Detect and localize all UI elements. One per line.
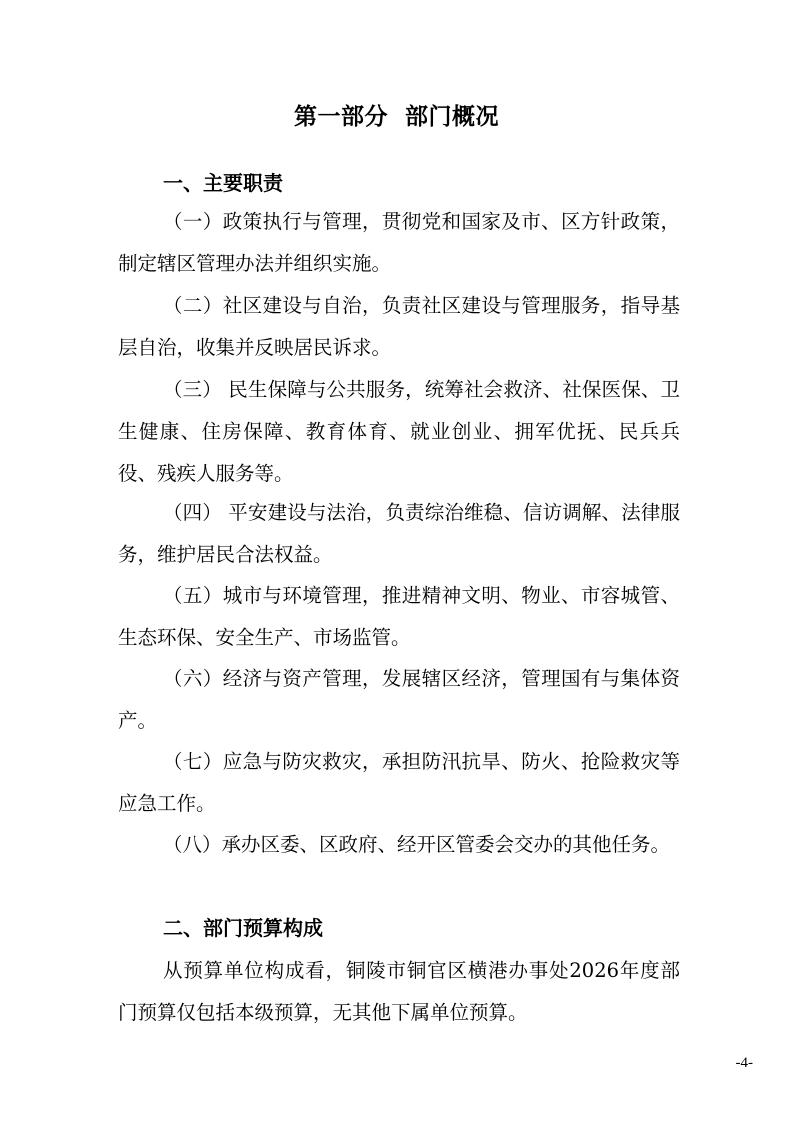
duty-paragraph-7: （七）应急与防灾救灾，承担防汛抗旱、防火、抢险救灾等应急工作。 — [118, 750, 680, 815]
duty-paragraph-8: （八）承办区委、区政府、经开区管委会交办的其他任务。 — [163, 833, 671, 856]
duty-paragraph-4: （四） 平安建设与法治，负责综治维稳、信访调解、法律服务，维护居民合法权益。 — [118, 501, 680, 566]
duty-paragraph-1: （一）政策执行与管理，贯彻党和国家及市、区方针政策，制定辖区管理办法并组织实施。 — [118, 210, 680, 275]
budget-composition-paragraph: 从预算单位构成看，铜陵市铜官区横港办事处2026年度部门预算仅包括本级预算，无其他下属单位预算。 — [118, 959, 680, 1024]
page-number: -4- — [735, 1055, 753, 1071]
duty-paragraph-6: （六）经济与资产管理，发展辖区经济，管理国有与集体资产。 — [118, 667, 680, 732]
section-heading-main-duties: 一、主要职责 — [163, 171, 283, 195]
page-title: 第一部分 部门概况 — [293, 104, 499, 130]
section-heading-budget-composition: 二、部门预算构成 — [163, 916, 323, 940]
duty-paragraph-2: （二）社区建设与自治，负责社区建设与管理服务，指导基层自治，收集并反映居民诉求。 — [118, 294, 680, 359]
duty-paragraph-3: （三） 民生保障与公共服务，统筹社会救济、社保医保、卫生健康、住房保障、教育体育、就业创业、拥军优抚、民兵兵役、残疾人服务等。 — [118, 378, 680, 485]
duty-paragraph-5: （五）城市与环境管理，推进精神文明、物业、市容城管、生态环保、安全生产、市场监管。 — [118, 584, 680, 649]
